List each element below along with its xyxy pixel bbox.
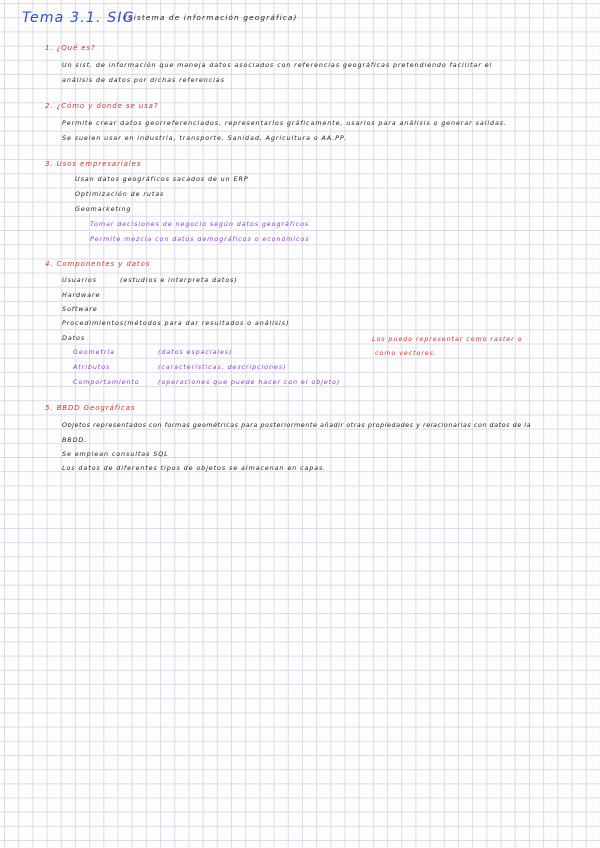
data-type-name: Atributos <box>73 363 111 371</box>
component-name: Datos <box>62 334 86 342</box>
section-1-heading: 1. ¿Qué es? <box>45 44 96 52</box>
section-1-line-2: análisis de datos por dichas referencias <box>62 76 225 84</box>
page-title: Tema 3.1. SIG <box>22 10 135 26</box>
component-note: (métodos para dar resultados o análisis) <box>124 319 290 327</box>
section-3-subline-1: Tomar decisiones de negocio según datos geográficos <box>90 220 310 228</box>
section-5-line-3: Se emplean consultas SQL <box>62 450 169 458</box>
page-subtitle: (Sistema de información geográfica) <box>124 13 298 22</box>
section-3-line-3: Geomarketing <box>75 205 132 213</box>
section-5-line-4: Los datos de diferentes tipos de objetos se almacenan en capas. <box>62 464 327 472</box>
component-note: (estudios e interpreta datos) <box>120 276 238 284</box>
side-note-line-1: Los puedo representar como raster o <box>372 335 523 343</box>
section-1-line-1: Un sist. de información que maneja datos asociados con referencias geográficas pretendiendo facilitar el <box>62 61 493 69</box>
section-3-line-1: Usan datos geográficos sacados de un ERP <box>75 175 249 183</box>
section-2-line-2: Se suelen usar en industria, transporte, Sanidad, Agricultura o AA.PP. <box>62 134 347 142</box>
section-5-line-2: BBDD. <box>62 436 88 444</box>
side-note-line-2: como vectores. <box>375 349 437 357</box>
section-3-line-2: Optimización de rutas <box>75 190 165 198</box>
section-2-line-1: Permite crear datos georreferenciados, representarlos gráficamente, usarlos para análisis o generar salidas. <box>62 119 507 127</box>
data-type-name: Geometría <box>73 348 115 356</box>
data-type-note: (datos espaciales) <box>158 348 233 356</box>
data-type-note: (operaciones que puede hacer con el objeto) <box>158 378 341 386</box>
data-type-name: Comportamiento <box>73 378 140 386</box>
component-name: Usuarios <box>62 276 97 284</box>
component-name: Procedimientos <box>62 319 124 327</box>
section-3-heading: 3. Usos empresariales <box>45 160 142 168</box>
data-type-note: (características, descripciones) <box>158 363 287 371</box>
section-4-heading: 4. Componentes y datos <box>45 260 151 268</box>
section-3-subline-2: Permite mezcla con datos demográficos o económicos <box>90 235 310 243</box>
component-name: Hardware <box>62 291 101 299</box>
section-5-heading: 5. BBDD Geográficas <box>45 404 136 412</box>
section-5-line-1: Objetos representados con formas geométricas para posteriormente añadir otras propiedades y relacionarlas con datos de la <box>62 421 532 429</box>
component-name: Software <box>62 305 98 313</box>
section-2-heading: 2. ¿Cómo y donde se usa? <box>45 102 159 110</box>
